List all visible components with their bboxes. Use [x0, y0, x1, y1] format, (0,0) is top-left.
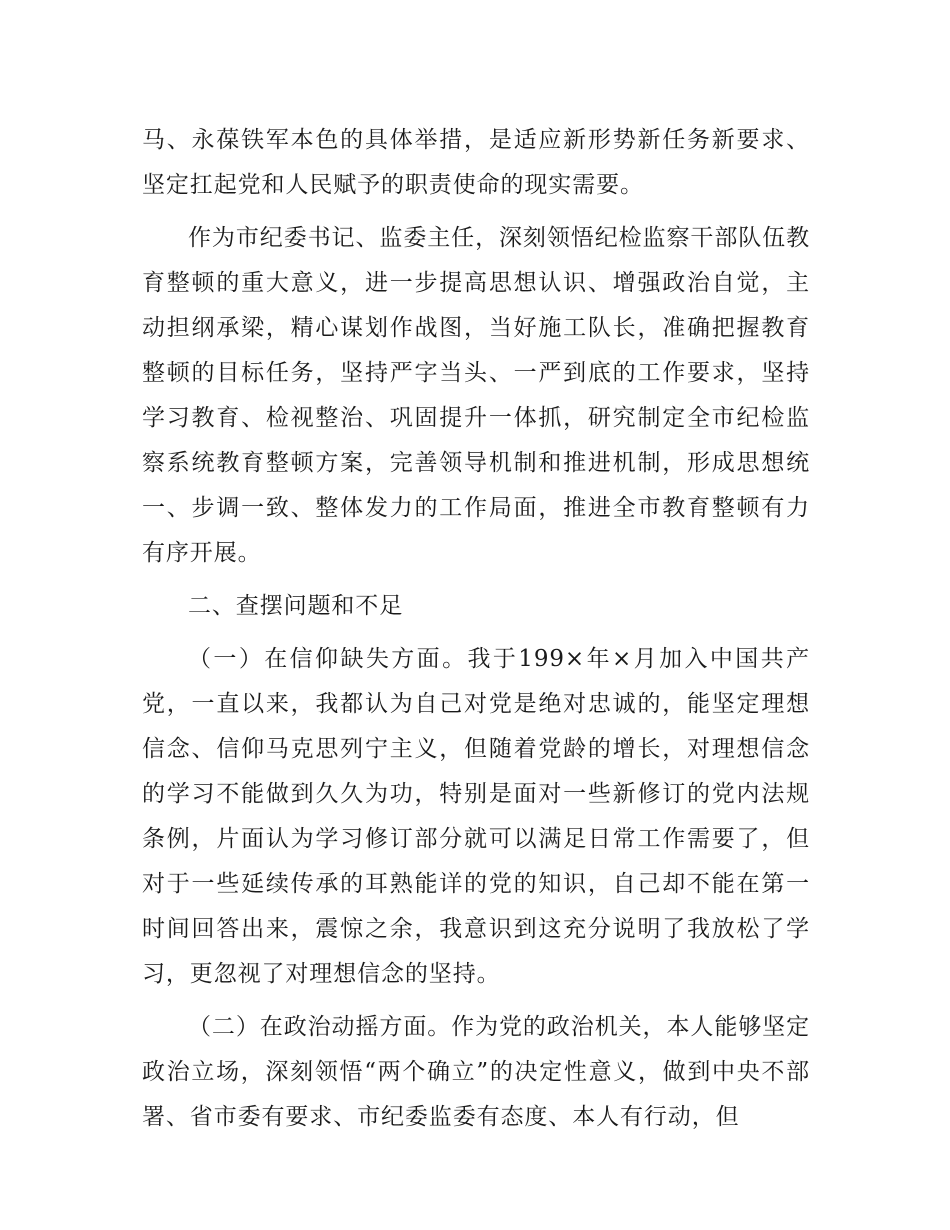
paragraph-belief-issue: （一）在信仰缺失方面。我于199×年×月加入中国共产党，一直以来，我都认为自己对党是绝对忠诚的，能坚定理想信念、信仰马克思列宁主义，但随着党龄的增长，对理想信念的学习不能做到久久为功，特别是面对一些新修订的党内法规条例，片面认为学习修订部分就可以满足日常工作需要了，但对于一些延续传承的耳熟能详的党的知识，自己却不能在第一时间回答出来，震惊之余，我意识到这充分说明了我放松了学习，更忽视了对理想信念的坚持。: [142, 646, 810, 987]
paragraph-political-issue: （二）在政治动摇方面。作为党的政治机关，本人能够坚定政治立场，深刻领悟“两个确立”的决定性意义，做到中央不部署、省市委有要求、市纪委监委有态度、本人有行动，但: [142, 1014, 810, 1130]
document-body: [142, 118, 810, 1148]
section-heading-problems: 二、查摆问题和不足: [188, 593, 404, 619]
paragraph-continuation: 马、永葆铁军本色的具体举措，是适应新形势新任务新要求、坚定扛起党和人民赋予的职责使命的现实需要。: [142, 127, 810, 198]
paragraph-party-secretary-role: 作为市纪委书记、监委主任，深刻领悟纪检监察干部队伍教育整顿的重大意义，进一步提高思想认识、增强政治自觉，主动担纲承梁，精心谋划作战图，当好施工队长，准确把握教育整顿的目标任务，坚持严字当头、一严到底的工作要求，坚持学习教育、检视整治、巩固提升一体抓，研究制定全市纪检监察系统教育整顿方案，完善领导机制和推进机制，形成思想统一、步调一致、整体发力的工作局面，推进全市教育整顿有力有序开展。: [142, 225, 810, 566]
